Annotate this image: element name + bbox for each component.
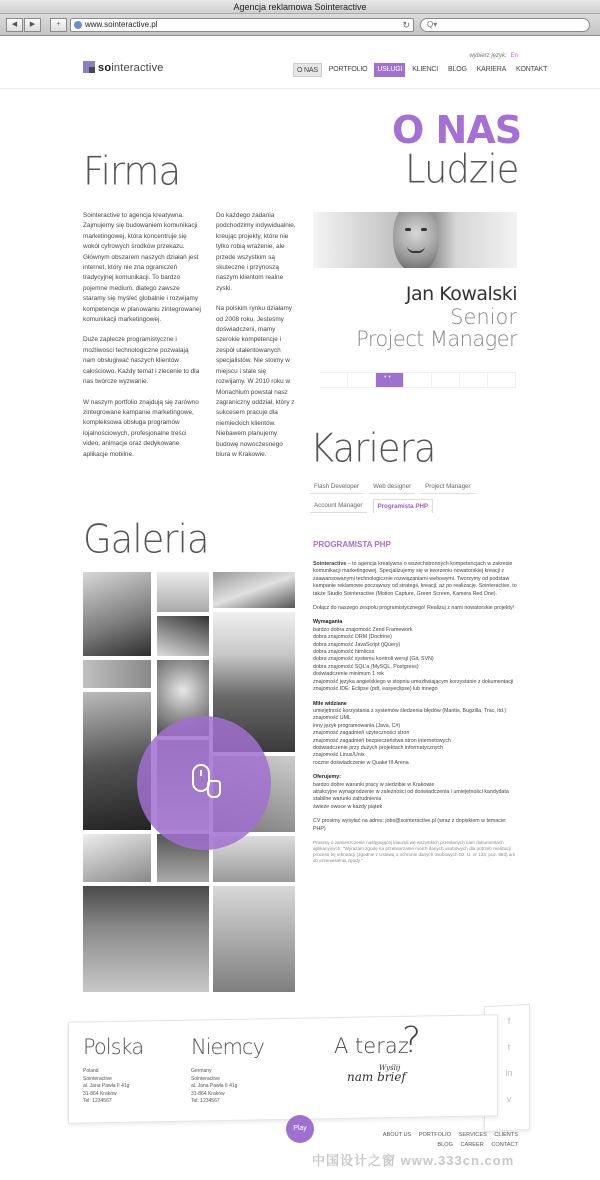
nice-item: znajomość zagadnień użyteczności stron — [313, 730, 410, 737]
requirement-item: dobra znajomość JavaScript (jQuery) — [313, 641, 401, 648]
job-intro — [313, 561, 518, 598]
job-intro-text: – to agencja kreatywna o wszechstronnych kompetencjach w zakresie komunikacji marketingowej. Specjalizujemy się w tworzeniu nowatorskiej kreacji z zaawansowanymi technologicznie rozwiązaniami webowymi. Tworzymy od podstaw kampanie reklamowe począwszy od strategii, kreacji, aż po realizację. Sointeractive, to także Studio Sointeractive (Motion Capture, Green Screen, Kamera Red One). — [313, 561, 517, 597]
hand-cursor-icon — [207, 780, 221, 798]
requirement-item: znajomość IDE: Eclipse (pdt, easyeclipse) lub innego — [313, 686, 438, 693]
address-line: al. Jana Pawła II 41g — [83, 1083, 130, 1090]
footer-link-clients[interactable]: CLIENTS — [494, 1132, 518, 1138]
address-line: Tel: 1234567 — [191, 1098, 220, 1105]
menu-item-blog[interactable]: BLOG — [448, 66, 467, 73]
search-field[interactable]: Q▾ — [420, 18, 590, 32]
career-tabs — [310, 480, 520, 518]
menu-item-uslugi[interactable]: USŁUGI — [374, 63, 405, 77]
pager-item[interactable] — [348, 373, 376, 387]
firma-text-col2 — [216, 211, 296, 470]
address-bar[interactable] — [70, 18, 414, 32]
footer-niemcy-title: Niemcy — [191, 1035, 264, 1059]
address-line: Poland — [83, 1068, 99, 1074]
menu-item-kariera[interactable]: KARIERA — [476, 66, 507, 73]
menu-item-o-nas[interactable]: O NAS — [293, 63, 322, 77]
firma-heading: Firma — [83, 148, 181, 195]
nice-item: roczne doświadczenie w Quake III Arena — [313, 759, 409, 766]
language-switch — [469, 53, 518, 59]
twitter-icon[interactable]: t — [507, 1042, 511, 1052]
send-brief-link-top[interactable]: Wyślij — [379, 1064, 401, 1072]
nice-item: umiejętność korzystania z systemów śledzenia błędów (Mantis, Bugzilla, Trac, itd.) — [313, 707, 507, 714]
address-line: Tel: 1234567 — [83, 1098, 112, 1105]
gallery-photo-umbrellas[interactable] — [83, 886, 209, 992]
nice-item: doświadczenie przy dużych projektach informatycznych — [313, 744, 444, 751]
gallery-hover-overlay[interactable] — [137, 716, 271, 850]
gallery-photo[interactable] — [157, 572, 209, 612]
portrait-image — [393, 212, 439, 268]
globe-icon — [74, 21, 82, 29]
footer-polska-title: Polska — [83, 1035, 144, 1059]
ludzie-heading: Ludzie — [405, 146, 519, 193]
pager-item[interactable] — [320, 373, 348, 387]
job-intro-company: Sointeractive — [313, 561, 347, 567]
offer-list — [313, 782, 518, 812]
job-title: PROGRAMISTA PHP — [313, 540, 391, 549]
address-line: Germany — [191, 1068, 212, 1074]
offer-item: bardzo dobre warunki pracy w siedzibie w Krakowie — [313, 781, 435, 788]
logo-mark-icon — [83, 61, 95, 73]
logo-rest: interactive — [111, 62, 164, 74]
footer-link-contact[interactable]: CONTACT — [491, 1142, 518, 1148]
footer-card — [68, 1014, 498, 1124]
footer-polska-address — [83, 1068, 129, 1106]
address-line: Sointeractive — [191, 1075, 220, 1082]
footer-link-portfolio[interactable]: PORTFOLIO — [418, 1132, 452, 1138]
firma-paragraph: Duże zaplecze programistyczne i możliwości technologiczne pozwalają nam obsługiwać naszych klientów całościowo. Każdy temat i zlecenie to dla nas twórcze wyzwanie. — [83, 336, 200, 386]
footer-ateraz: A teraz — [334, 1034, 409, 1058]
address-line: al. Jana Pawła II 41g — [191, 1083, 238, 1090]
nice-item: znajomość UML — [313, 715, 351, 722]
tab-programista-php[interactable]: Programista PHP — [373, 499, 434, 513]
back-button[interactable]: ◀ — [6, 18, 23, 32]
lang-label: wybierz język: — [469, 53, 507, 59]
address-line: 31-864 Kraków — [191, 1090, 225, 1097]
footer-link-blog[interactable]: BLOG — [437, 1142, 453, 1148]
footer-links — [377, 1130, 518, 1150]
footer-link-career[interactable]: CAREER — [460, 1142, 484, 1148]
offer-item: atrakcyjne wynagrodzenie w zależności od doświadczenia i umiejętności kandydata — [313, 788, 509, 795]
job-join: Dołącz do naszego zespołu programistycznego! Realizuj z nami nowatorskie projekty! — [313, 605, 515, 612]
gallery-photo[interactable] — [83, 834, 151, 882]
firma-paragraph: Na polskim rynku działamy od 2008 roku. Jesteśmy doświadczeni, mamy szerokie kompetencje i zespół utalentowanych specjalistów. Nie stoimy w miejscu i stale się rozwijamy. W 2010 roku w Monachium powstał nasz zagraniczny oddział, który z sukcesem pracuje dla niemieckich klientów. Niebawem planujemy budowę nowoczesnego biura w Krakowie. — [216, 305, 295, 458]
person-role-line1: Senior — [450, 305, 517, 329]
send-brief-link[interactable]: nam brief — [347, 1070, 406, 1084]
address-line: Sointeractive — [83, 1075, 112, 1082]
vimeo-icon[interactable]: v — [506, 1094, 512, 1104]
page-title: O NAS — [392, 108, 522, 152]
gallery-photo[interactable] — [83, 660, 151, 688]
pager-item[interactable] — [432, 373, 460, 387]
requirements-title: Wymagania — [313, 619, 343, 626]
firma-paragraph: Sointeractive to agencja kreatywna. Zajmujemy się budowaniem komunikacji marketingowej, która koncentruje się wokół cyfrowych środków przekazu. Głównym obszarem naszych działań jest internet, który nie zna ograniczeń tradycyjnej komunikacji. To bardzo pojemne medium, dlatego zawsze staramy się myśleć globalnie i rozwijamy kompetencje w planowaniu zintegrowanej komunikacji marketingowej. — [83, 212, 201, 324]
requirement-item: doświadczenie minimum 1 rok — [313, 671, 384, 678]
requirement-item: dobra znajomość html/css — [313, 649, 375, 656]
main-menu — [293, 63, 554, 77]
pager-item[interactable] — [404, 373, 432, 387]
pager-item[interactable] — [460, 373, 488, 387]
lang-en-link[interactable]: En — [510, 53, 518, 59]
pager-item-active[interactable] — [376, 373, 404, 387]
forward-button[interactable]: ▶ — [24, 18, 41, 32]
offer-item: stabilne warunki zatrudnienia — [313, 796, 382, 803]
offer-title: Oferujemy: — [313, 774, 341, 781]
nice-to-have-title: Mile widziane — [313, 700, 347, 707]
people-pager — [320, 372, 516, 388]
nice-item: znajomość zagadnień bezpieczeństwa stron internetowych — [313, 737, 451, 744]
tab-flash-developer[interactable]: Flash Developer — [310, 480, 363, 494]
person-role-line2: Project Manager — [356, 327, 517, 351]
window-title: Agencja reklamowa Sointeractive — [0, 0, 600, 14]
requirement-item: bardzo dobra znajomość Zend Framework — [313, 626, 413, 633]
person-photo — [313, 212, 517, 268]
gallery-photo[interactable] — [213, 572, 295, 608]
address-line: 31-864 Kraków — [83, 1090, 117, 1097]
firma-text-col1 — [83, 211, 201, 470]
gallery-photo-street[interactable] — [213, 886, 295, 992]
footer-niemcy-address — [191, 1068, 237, 1106]
tab-project-manager[interactable]: Project Manager — [421, 480, 474, 494]
job-description — [313, 561, 518, 871]
site-header — [0, 37, 600, 89]
requirement-item: dobra znajomość systemu kontroli wersji (Git, SVN) — [313, 656, 434, 663]
tab-web-designer[interactable]: Web designer — [369, 480, 415, 494]
gallery-photo[interactable] — [157, 616, 209, 656]
footer-link-services[interactable]: SERVICES — [458, 1132, 487, 1138]
requirement-item: dobra znajomość ORM (Doctrine) — [313, 634, 392, 641]
site-logo[interactable] — [83, 61, 164, 74]
gallery-photo[interactable] — [83, 572, 151, 656]
menu-item-portfolio[interactable]: PORTFOLIO — [328, 66, 368, 73]
requirement-item: dobra znajomość SQL'a (MySQL, Postgress) — [313, 663, 419, 670]
browser-toolbar — [0, 14, 600, 36]
gdpr-note: Prosimy o zamieszczenie następującej klauzuli we wszystkich przesłanych nam dokumentach aplikacyjnych: "Wyrażam zgodę na przetwarzanie moich danych osobowych dla potrzeb realizacji procesu tej rekrutacji (zgodnie z Ustawą o ochronie danych osobowych Dz. U. nr 133, poz. 883) ani do przeniesienia zgody." — [313, 840, 515, 863]
menu-item-klienci[interactable]: KLIENCI — [412, 66, 439, 73]
person-name: Jan Kowalski — [405, 283, 517, 305]
question-mark: ? — [402, 1020, 422, 1061]
linkedin-icon[interactable]: in — [505, 1068, 513, 1078]
nice-item: inny język programowania (Java, C#) — [313, 722, 401, 729]
add-bookmark-button[interactable]: + — [50, 18, 67, 32]
logo-bold: so — [98, 62, 112, 74]
requirements-list — [313, 627, 518, 694]
facebook-icon[interactable]: f — [507, 1016, 511, 1026]
kariera-heading: Kariera — [310, 425, 436, 472]
footer-link-about[interactable]: ABOUT US — [382, 1132, 412, 1138]
tab-account-manager[interactable]: Account Manager — [310, 499, 367, 513]
reload-icon[interactable]: ↻ — [402, 20, 410, 30]
galeria-heading: Galeria — [83, 516, 209, 563]
pager-item[interactable] — [488, 373, 516, 387]
url-text: www.sointeractive.pl — [85, 20, 158, 29]
play-button[interactable]: Play — [286, 1115, 314, 1143]
watermark: 中国设计之窗 www.333cn.com — [312, 1153, 515, 1168]
firma-paragraph: Do każdego zadania podchodzimy indywidualnie, kreując projekty, które nie tylko robią wrażenie, ale przede wszystkim są skuteczne i przynoszą naszym klientom realne zyski. — [216, 212, 296, 292]
firma-paragraph: W naszym portfolio znajdują się zarówno zintegrowane kampanie marketingowe, kompleksowa obsługa programów lojalnościowych, profesjonalne treści video, animacje oraz dedykowane aplikacje mobilne. — [83, 398, 199, 458]
menu-item-kontakt[interactable]: KONTAKT — [516, 66, 548, 73]
offer-item: świeże owoce w każdy piątek — [313, 803, 383, 810]
nice-to-have-list — [313, 708, 518, 767]
cv-instructions: CV prosimy wysyłać na adres: jobs@sointeractive.pl (wraz z dopiskiem w temacie: PHP) — [313, 818, 507, 832]
nice-item: znajomość Linux/Unix — [313, 752, 365, 759]
requirement-item: znajomość języka angielskiego w stopniu umożliwiającym korzystanie z dokumentacji — [313, 678, 514, 685]
